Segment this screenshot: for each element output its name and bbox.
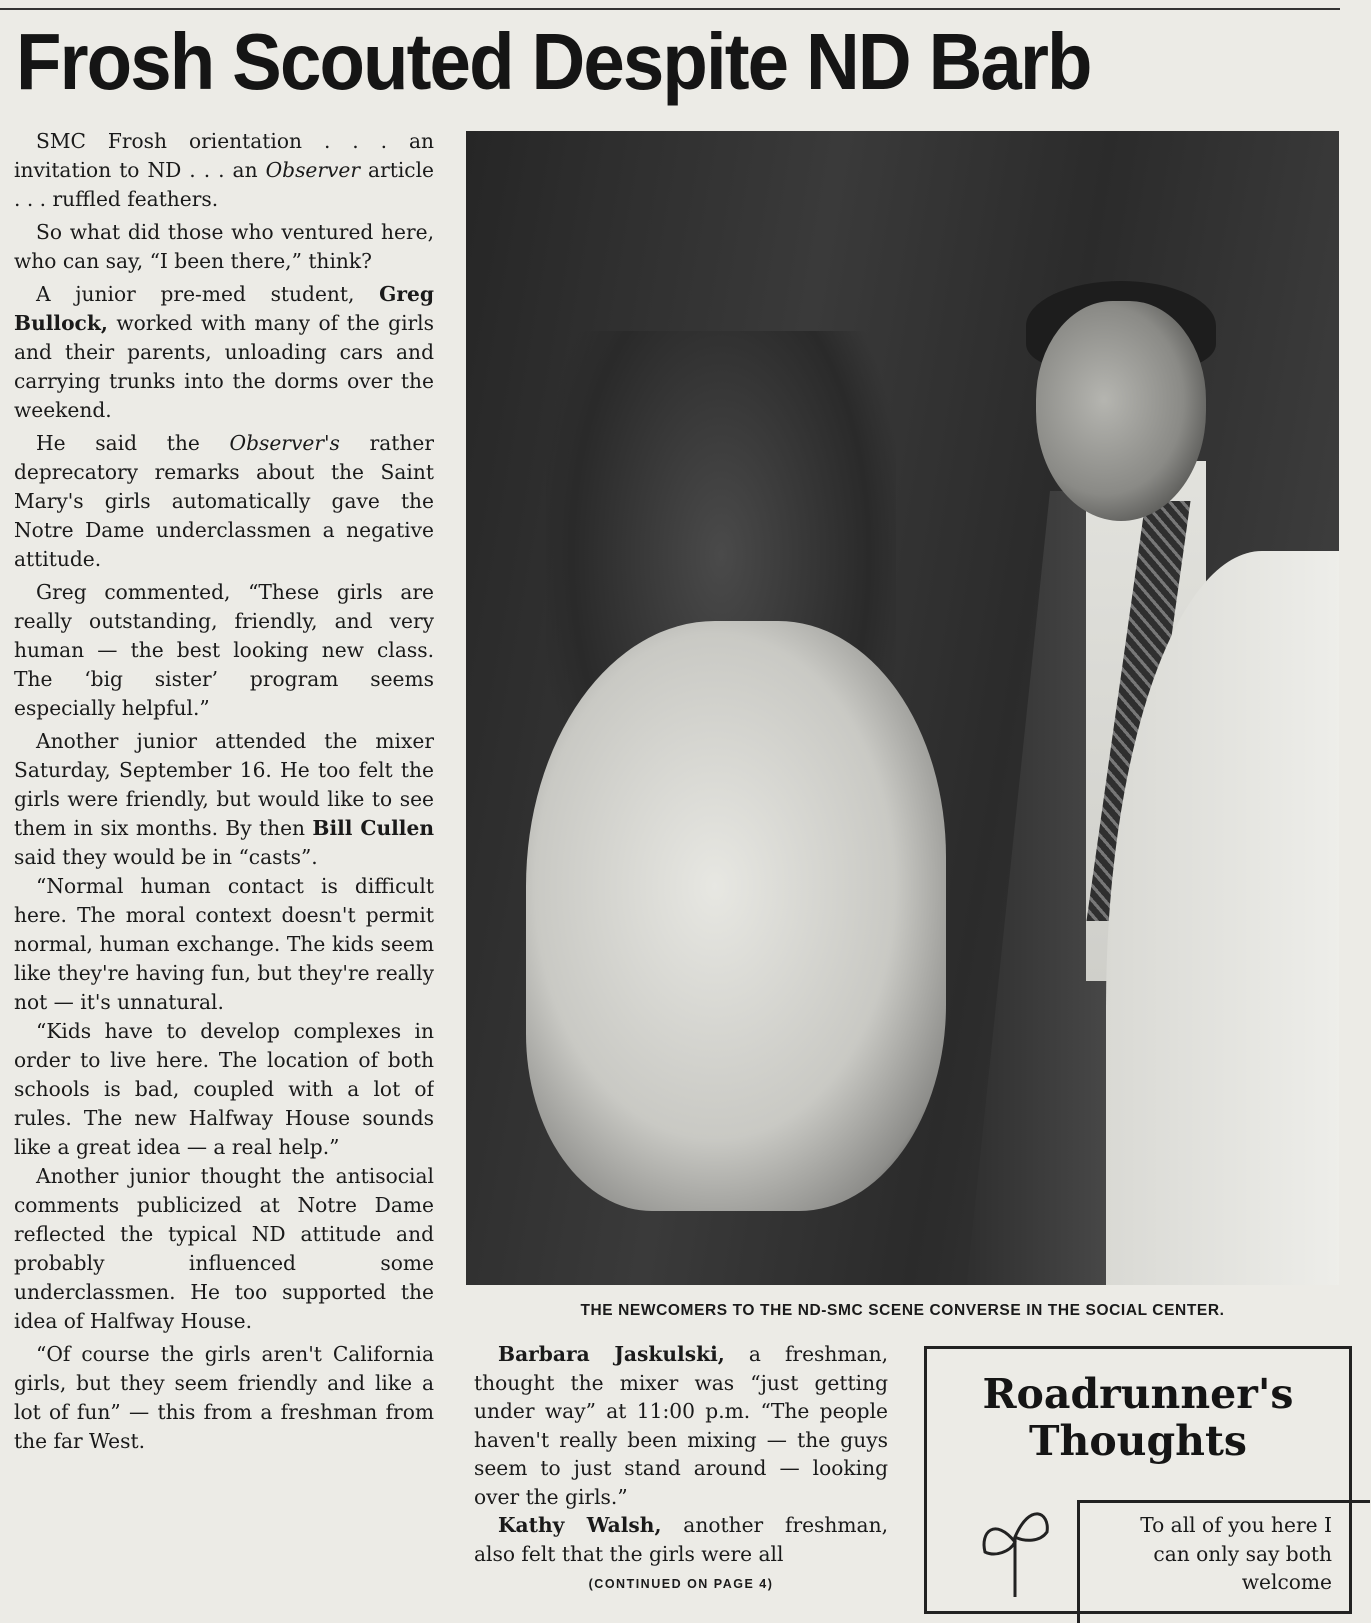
roadrunner-sidebar-box bbox=[924, 1346, 1352, 1614]
article-paragraph: So what did those who ventured here, who can say, “I been there,” think? bbox=[14, 220, 434, 273]
sidebar-title bbox=[927, 1371, 1349, 1465]
sidebar-title-line1: Roadrunner's bbox=[982, 1370, 1294, 1418]
sprout-icon bbox=[975, 1497, 1055, 1597]
article-paragraph: Greg commented, “These girls are really outstanding, friendly, and very human — the best looking new class. The ‘big sister’ program seems especially helpful.” bbox=[14, 580, 434, 720]
sidebar-text: To all of you here I can only say both welcome bbox=[1140, 1513, 1332, 1594]
article-paragraph: “Normal human contact is difficult here. The moral context doesn't permit normal, human exchange. The kids seem like they're having fun, but they're really not — it's unnatural. bbox=[14, 874, 434, 1014]
photo-girl-blouse bbox=[526, 621, 946, 1211]
photo-boy-face bbox=[1036, 301, 1206, 521]
article-paragraph: “Kids have to develop complexes in order to live here. The location of both schools is bad, coupled with a lot of rules. The new Halfway House sounds like a great idea — a real help.” bbox=[14, 1019, 434, 1159]
article-paragraph: A junior pre-med student, Greg Bullock, worked with many of the girls and their parents, unloading cars and carrying trunks into the dorms over the weekend. bbox=[14, 282, 434, 422]
article-paragraph: SMC Frosh orientation . . . an invitation to ND . . . an Observer article . . . ruffled feathers. bbox=[14, 129, 434, 211]
article-paragraph: Kathy Walsh, another freshman, also felt that the girls were all bbox=[474, 1513, 888, 1566]
article-paragraph: “Of course the girls aren't California girls, but they seem friendly and like a lot of fun” — this from a freshman from the far West. bbox=[14, 1342, 434, 1453]
photo-caption: THE NEWCOMERS TO THE ND-SMC SCENE CONVERSE IN THE SOCIAL CENTER. bbox=[580, 1302, 1225, 1319]
sidebar-title-line2: Thoughts bbox=[1029, 1417, 1247, 1465]
continued-note: (CONTINUED ON PAGE 4) bbox=[588, 1577, 774, 1591]
top-rule bbox=[0, 8, 1340, 10]
article-paragraph: Barbara Jaskulski, a freshman, thought the mixer was “just getting under way” at 11:00 p.m. “The people haven't really been mixing — the guys seem to just stand around — looking over the girls.” bbox=[474, 1342, 888, 1509]
headline: Frosh Scouted Despite ND Barb bbox=[16, 17, 1091, 106]
left-column-article bbox=[14, 127, 434, 1597]
news-photo bbox=[466, 131, 1339, 1285]
middle-column-article bbox=[474, 1340, 888, 1600]
sidebar-inner-frame bbox=[1077, 1500, 1370, 1623]
article-paragraph: Another junior thought the antisocial comments publicized at Notre Dame reflected the typical ND attitude and probably influenced some underclassmen. He too supported the idea of Halfway House. bbox=[14, 1164, 434, 1333]
article-paragraph: Another junior attended the mixer Saturday, September 16. He too felt the girls were friendly, but would like to see them in six months. By then Bill Cullen said they would be in “casts”. bbox=[14, 729, 434, 869]
article-paragraph: He said the Observer's rather deprecatory remarks about the Saint Mary's girls automatically gave the Notre Dame underclassmen a negative attitude. bbox=[14, 431, 434, 571]
